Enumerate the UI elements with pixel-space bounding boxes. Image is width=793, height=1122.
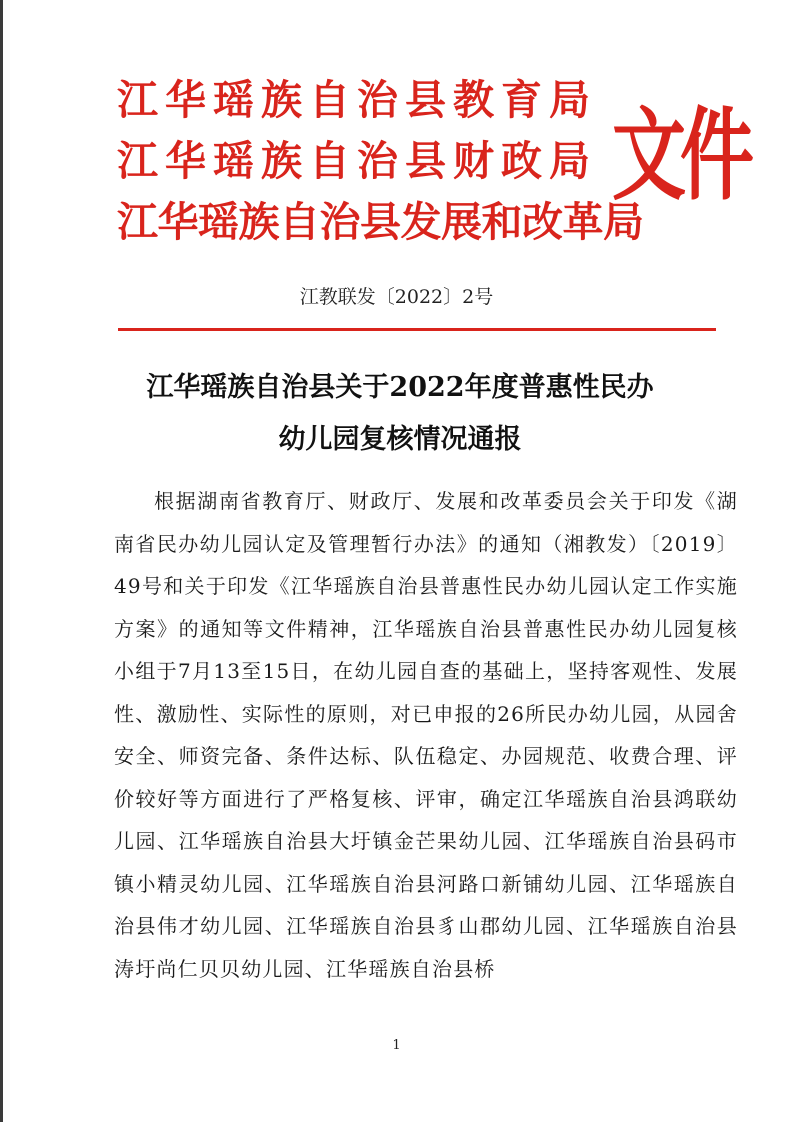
red-separator-line <box>118 328 716 331</box>
body-paragraph: 根据湖南省教育厅、财政厅、发展和改革委员会关于印发《湖南省民办幼儿园认定及管理暂行办法》的通知（湘教发）〔2019〕49号和关于印发《江华瑶族自治县普惠性民办幼儿园认定工作实施方案》的通知等文件精神，江华瑶族自治县普惠性民办幼儿园复核小组于7月13至15日，在幼儿园自查的基础上，坚持客观性、发展性、激励性、实际性的原则，对已申报的26所民办幼儿园，从园舍安全、师资完备、条件达标、队伍稳定、办园规范、收费合理、评价较好等方面进行了严格复核、评审，确定江华瑶族自治县鸿联幼儿园、江华瑶族自治县大圩镇金芒果幼儿园、江华瑶族自治县码市镇小精灵幼儿园、江华瑶族自治县河路口新铺幼儿园、江华瑶族自治县伟才幼儿园、江华瑶族自治县豸山郡幼儿园、江华瑶族自治县涛圩尚仁贝贝幼儿园、江华瑶族自治县桥 <box>114 489 738 981</box>
document-title <box>100 362 700 466</box>
issuer-finance-bureau: 江华瑶族自治县财政局 <box>117 137 597 185</box>
scan-edge-line <box>0 0 3 1122</box>
document-mark: 文件 <box>612 98 748 215</box>
issuer-education-bureau: 江华瑶族自治县教育局 <box>117 76 597 124</box>
issuing-authorities <box>117 70 644 253</box>
page-number: 1 <box>392 1038 401 1053</box>
issuer-development-reform-bureau: 江华瑶族自治县发展和改革局 <box>117 198 644 246</box>
title-line-1: 江华瑶族自治县关于2022年度普惠性民办 <box>146 372 654 403</box>
document-number: 江教联发〔2022〕2号 <box>299 286 494 308</box>
title-line-2: 幼儿园复核情况通报 <box>278 424 522 455</box>
